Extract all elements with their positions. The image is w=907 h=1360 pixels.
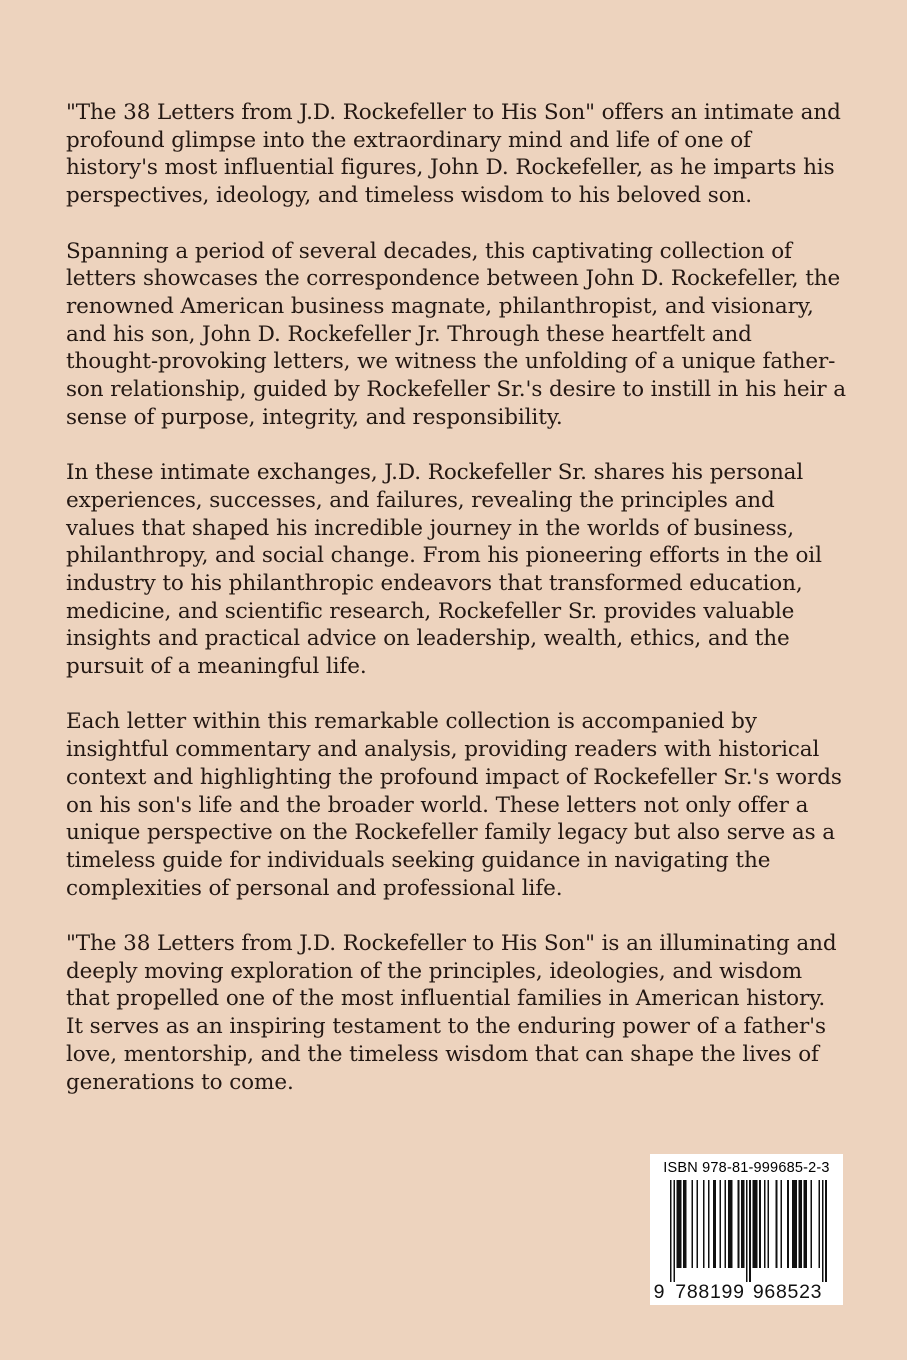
svg-text:9: 9 [733,1281,744,1302]
back-cover-paragraph-4: Each letter within this remarkable collection is accompanied by insightful commentary and analysis, providing readers with historical context and highlighting the profound impact of Rockefeller Sr.'s words on his son's life and the broader world. These letters not only offer a unique perspective on the Rockefeller family legacy but also serve as a timeless guide for individuals seeking guidance in navigating the complexities of personal and professional life. [66,709,842,901]
svg-text:9: 9 [752,1281,764,1302]
svg-text:1: 1 [709,1281,721,1302]
svg-text:8: 8 [775,1281,787,1302]
svg-text:2: 2 [799,1281,810,1302]
back-cover-paragraph-1: "The 38 Letters from J.D. Rockefeller to His Son" offers an intimate and profound glimpse into the extraordinary mind and life of one of history's most influential figures, John D. Rockefeller, as he imparts his perspectives, ideology, and timeless wisdom to his beloved son. [66,100,841,209]
back-cover-paragraph-3: In these intimate exchanges, J.D. Rockefeller Sr. shares his personal experiences, successes, and failures, revealing the principles and values that shaped his incredible journey in the worlds of business, philanthropy, and social change. From his pioneering efforts in the oil industry to his philanthropic endeavors that transformed education, medicine, and scientific research, Rockefeller Sr. provides valuable insights and practical advice on leadership, wealth, ethics, and the pursuit of a meaningful life. [66,460,822,680]
svg-text:8: 8 [686,1281,698,1302]
ean-barcode [650,1180,843,1302]
svg-text:9: 9 [721,1281,733,1302]
svg-text:6: 6 [764,1281,776,1302]
svg-text:7: 7 [675,1281,687,1302]
svg-text:9: 9 [653,1281,665,1302]
isbn-text: ISBN 978-81-999685-2-3 [663,1160,830,1176]
barcode-panel [650,1154,843,1305]
back-cover-paragraph-2: Spanning a period of several decades, this captivating collection of letters showcases the correspondence between John D. Rockefeller, the renowned American business magnate, philanthropist, and visionary, and his son, John D. Rockefeller Jr. Through these heartfelt and thought-provoking letters, we witness the unfolding of a unique father-son relationship, guided by Rockefeller Sr.'s desire to instill in his heir a sense of purpose, integrity, and responsibility. [66,238,846,430]
svg-text:8: 8 [698,1281,710,1302]
svg-text:5: 5 [787,1281,799,1302]
book-description [66,99,847,1096]
svg-text:3: 3 [810,1281,822,1302]
back-cover-paragraph-5: "The 38 Letters from J.D. Rockefeller to His Son" is an illuminating and deeply moving exploration of the principles, ideologies, and wisdom that propelled one of the most influential families in American history. It serves as an inspiring testament to the enduring power of a father's love, mentorship, and the timeless wisdom that can shape the lives of generations to come. [66,931,837,1095]
